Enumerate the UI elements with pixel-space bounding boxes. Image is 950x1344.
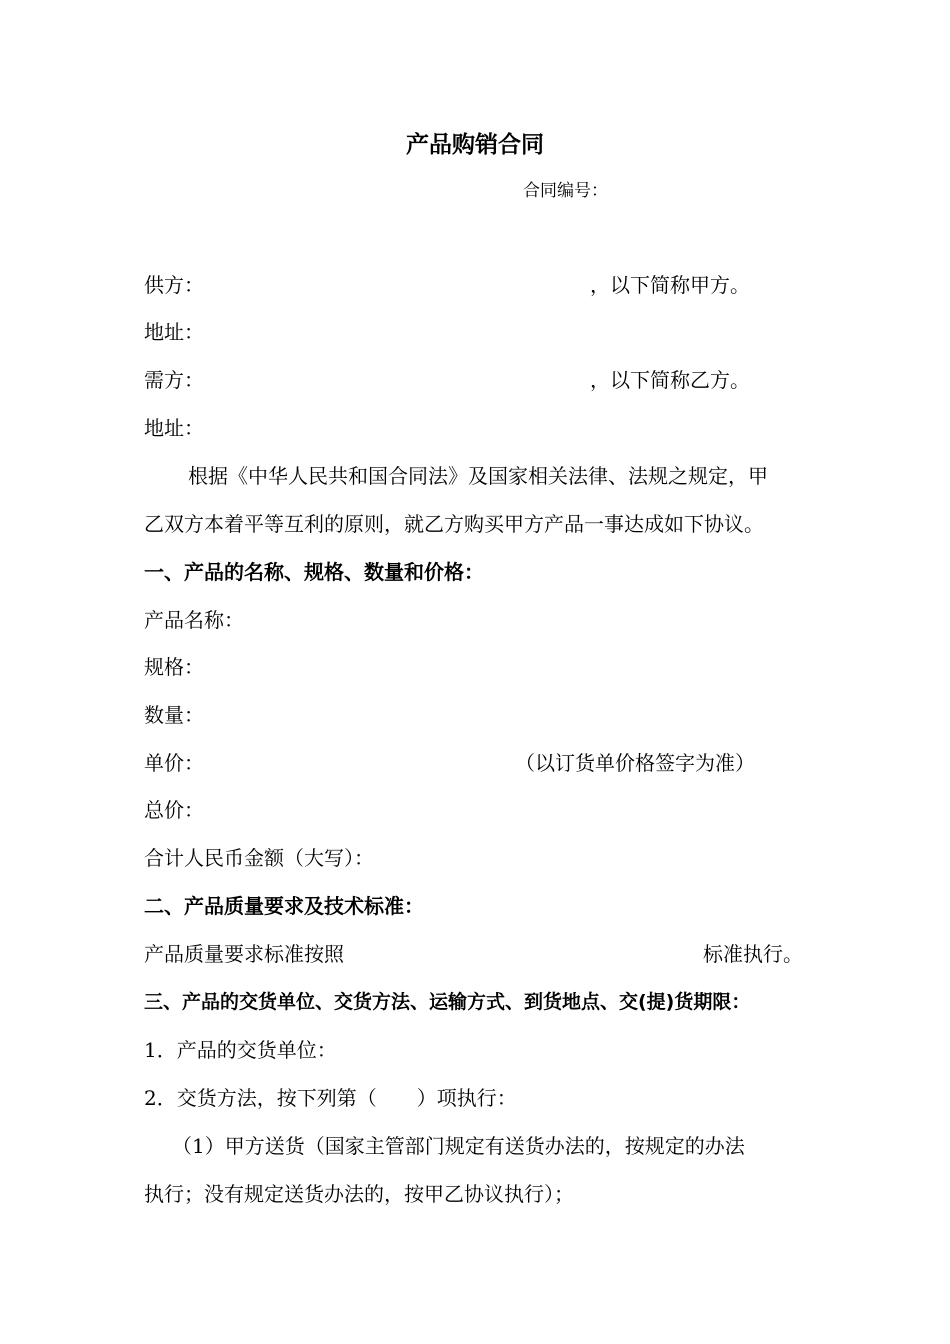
supplier-label: 供方： bbox=[144, 273, 204, 297]
item-1: 1．产品的交货单位： bbox=[144, 1038, 337, 1062]
total-rmb-label: 合计人民币金额（大写）： bbox=[144, 846, 374, 870]
contract-number-label: 合同编号： bbox=[523, 181, 608, 201]
total-price-label: 总价： bbox=[144, 798, 204, 822]
section-2-heading: 二、产品质量要求及技术标准： bbox=[144, 894, 424, 918]
buyer-address-label: 地址： bbox=[144, 416, 204, 440]
quality-suffix: 标准执行。 bbox=[703, 942, 803, 966]
sub-item-1-line-2: 执行；没有规定送货办法的，按甲乙协议执行）； bbox=[144, 1182, 574, 1206]
document-title: 产品购销合同 bbox=[406, 132, 544, 158]
quality-prefix: 产品质量要求标准按照 bbox=[144, 942, 344, 966]
item-2: 2．交货方法，按下列第（ ）项执行： bbox=[144, 1086, 517, 1110]
supplier-address-label: 地址： bbox=[144, 320, 204, 344]
section-1-heading: 一、产品的名称、规格、数量和价格： bbox=[144, 560, 484, 584]
buyer-label: 需方： bbox=[144, 368, 204, 392]
section-3-heading: 三、产品的交货单位、交货方法、运输方式、到货地点、交(提)货期限： bbox=[144, 991, 751, 1013]
unit-price-note: （以订货单价格签字为准） bbox=[515, 751, 755, 775]
supplier-suffix: ，以下简称甲方。 bbox=[590, 273, 750, 297]
quantity-label: 数量： bbox=[144, 703, 204, 727]
sub-item-1-line-1: （1）甲方送货（国家主管部门规定有送货办法的，按规定的办法 bbox=[172, 1134, 745, 1158]
buyer-suffix: ，以下简称乙方。 bbox=[590, 368, 750, 392]
intro-line-1: 根据《中华人民共和国合同法》及国家相关法律、法规之规定，甲 bbox=[188, 464, 768, 488]
unit-price-label: 单价： bbox=[144, 751, 204, 775]
product-name-label: 产品名称： bbox=[144, 608, 244, 632]
spec-label: 规格： bbox=[144, 655, 204, 679]
intro-line-2: 乙双方本着平等互利的原则，就乙方购买甲方产品一事达成如下协议。 bbox=[144, 512, 764, 536]
